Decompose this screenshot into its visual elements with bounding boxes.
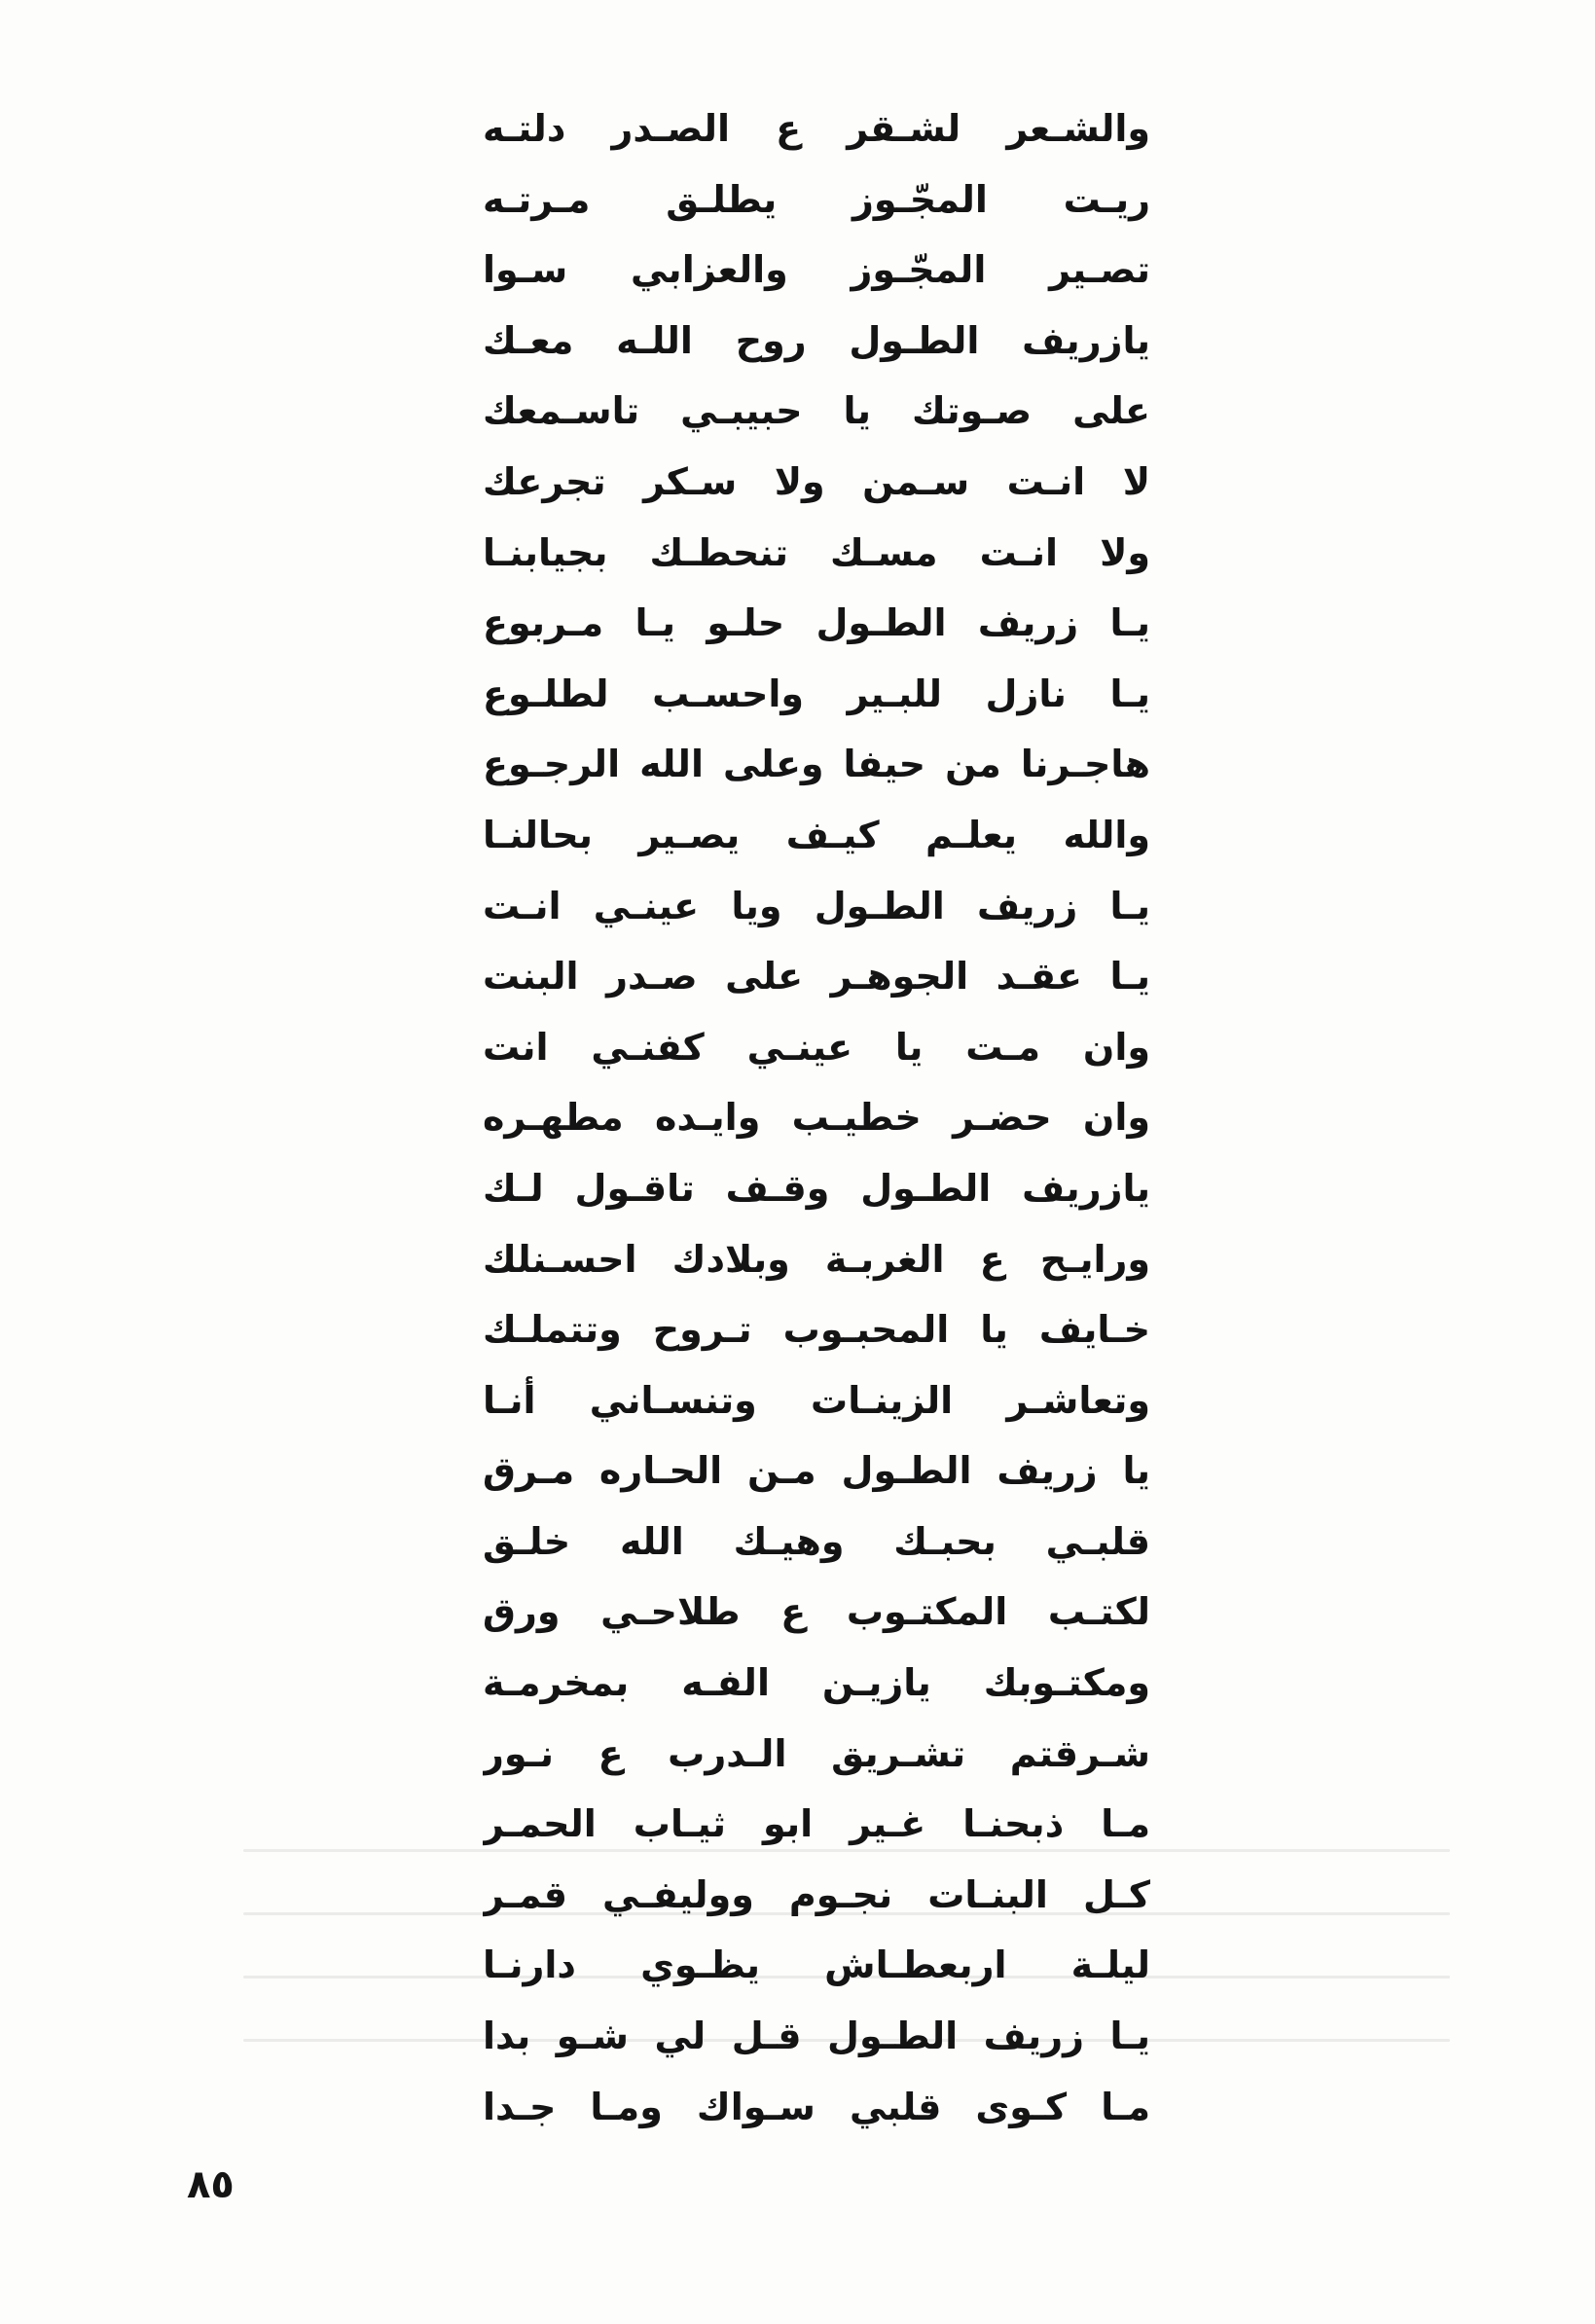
poem-line: خـايف يا المحبـوب تـروح وتتملـك xyxy=(483,1308,1150,1352)
poem-line: لا انـت سـمن ولا سـكر تجرعك xyxy=(483,459,1150,503)
poem-line: يازريف الطـول روح اللـه معـك xyxy=(483,318,1150,362)
poem-line: ريـت المجّـوز يطلـق مـرتـه xyxy=(483,177,1150,221)
poem-line: تصـير المجّـوز والعزابي سـوا xyxy=(483,248,1150,292)
poem-line: ليلـة اربعطـاش يظـوي دارنـا xyxy=(483,1943,1150,1987)
poem-line: وتعاشـر الزينـات وتنسـاني أنـا xyxy=(483,1378,1150,1422)
poem-line: والله يعلـم كيـف يصـير بحالنـا xyxy=(483,813,1150,856)
poem-line: يـا نازل للبـير واحسـب لطلـوع xyxy=(483,672,1150,715)
poem-line: ورايـح ع الغربـة وبلادك احسـنلك xyxy=(483,1237,1150,1281)
poem-line: ومكتـوبك يازيـن الفـه بمخرمـة xyxy=(483,1661,1150,1705)
poem-line: على صـوتك يا حبيبـي تاسـمعك xyxy=(483,389,1150,433)
poem-line: شـرقتم تشـريق الـدرب ع نـور xyxy=(483,1731,1150,1775)
poem-line: يا زريف الطـول مـن الحـاره مـرق xyxy=(483,1449,1150,1493)
poem-line: يـا عقـد الجوهـر على صـدر البنت xyxy=(483,955,1150,999)
poem-line: والشـعر لشـقر ع الصـدر دلتـه xyxy=(483,107,1150,150)
poem-line: هاجـرنا من حيفا وعلى الله الرجـوع xyxy=(483,743,1150,786)
poem-line: يـا زريف الطـول ويا عينـي انـت xyxy=(483,884,1150,927)
poem-line: يازريف الطـول وقـف تاقـول لـك xyxy=(483,1166,1150,1210)
poem-line: لكتـب المكتـوب ع طلاحـي ورق xyxy=(483,1590,1150,1634)
poem-line: وان حضـر خطيـب وايـده مطهـره xyxy=(483,1096,1150,1140)
poem-line: يـا زريف الطـول حلـو يـا مـربوع xyxy=(483,601,1150,645)
poem-line: ولا انـت مسـك تنحطـك بجيابنـا xyxy=(483,530,1150,574)
poem-line: مـا كـوى قلبي سـواك ومـا جـدا xyxy=(483,2085,1150,2128)
poem-line: كـل البنـات نجـوم ووليفـي قمـر xyxy=(483,1872,1150,1916)
page-number: ٨٥ xyxy=(187,2162,235,2207)
poem-line: مـا ذبحنـا غـير ابو ثيـاب الحمـر xyxy=(483,1802,1150,1846)
poem-line: يـا زريف الطـول قـل لي شـو بدا xyxy=(483,2015,1150,2058)
poem-line: قلبـي بحبـك وهيـك الله خلـق xyxy=(483,1519,1150,1563)
poem-text xyxy=(483,93,1150,2142)
poem-line: وان مـت يا عينـي كفنـي انت xyxy=(483,1025,1150,1069)
